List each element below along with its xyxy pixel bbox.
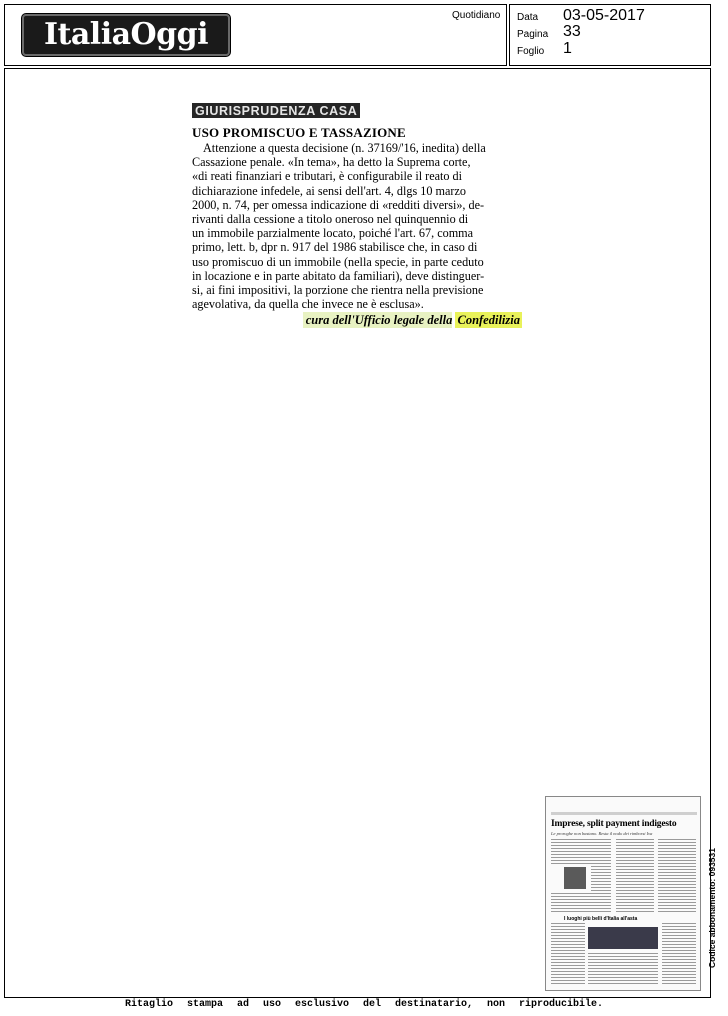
thumbnail-text-line bbox=[616, 863, 654, 864]
thumbnail-text-line bbox=[551, 965, 585, 966]
thumbnail-text-line bbox=[616, 908, 654, 909]
thumbnail-text-line bbox=[551, 932, 585, 933]
thumbnail-text-line bbox=[662, 938, 696, 939]
article-line: un immobile parzialmente locato, poiché l'art. 67, comma bbox=[192, 226, 474, 241]
thumbnail-text-line bbox=[591, 875, 611, 876]
article-line: rivanti dalla cessione a titolo oneroso nel quinquennio di bbox=[192, 212, 469, 227]
publication-type: Quotidiano bbox=[452, 10, 501, 21]
thumbnail-text-line bbox=[588, 956, 658, 957]
thumbnail-text-line bbox=[591, 851, 611, 852]
thumbnail-text-line bbox=[616, 875, 654, 876]
thumbnail-text-line bbox=[551, 899, 591, 900]
date-label: Data bbox=[517, 12, 539, 23]
thumbnail-text-line bbox=[658, 902, 696, 903]
thumbnail-text-line bbox=[551, 977, 585, 978]
thumbnail-text-line bbox=[551, 842, 591, 843]
thumbnail-text-line bbox=[658, 881, 696, 882]
thumbnail-text-line bbox=[616, 902, 654, 903]
thumbnail-text-line bbox=[662, 932, 696, 933]
thumbnail-text-line bbox=[591, 860, 611, 861]
thumbnail-text-line bbox=[616, 899, 654, 900]
thumbnail-text-line bbox=[591, 872, 611, 873]
thumbnail-text-line bbox=[591, 845, 611, 846]
thumbnail-headline-secondary: I luoghi più belli d'Italia all'asta bbox=[564, 916, 638, 922]
thumbnail-text-line bbox=[658, 899, 696, 900]
thumbnail-text-line bbox=[616, 890, 654, 891]
thumbnail-text-line bbox=[551, 974, 585, 975]
thumbnail-photo bbox=[564, 867, 586, 889]
article-line: agevolativa, da quella che invece ne è esclusa». bbox=[192, 297, 424, 312]
article-line: dichiarazione infedele, ai sensi dell'art. 4, dlgs 10 marzo bbox=[192, 183, 466, 198]
sheet-label: Foglio bbox=[517, 46, 545, 57]
thumbnail-text-line bbox=[616, 848, 654, 849]
thumbnail-text-line bbox=[591, 869, 611, 870]
thumbnail-text-line bbox=[551, 905, 591, 906]
thumbnail-text-line bbox=[551, 926, 585, 927]
thumbnail-text-line bbox=[658, 887, 696, 888]
article-line: Attenzione a questa decisione (n. 37169/'16, inedita) della bbox=[203, 141, 486, 155]
thumbnail-text-line bbox=[658, 863, 696, 864]
thumbnail-text-line bbox=[591, 896, 611, 897]
thumbnail-text-line bbox=[588, 974, 658, 975]
thumbnail-text-line bbox=[588, 980, 658, 981]
thumbnail-text-line bbox=[658, 854, 696, 855]
thumbnail-text-line bbox=[591, 848, 611, 849]
thumbnail-text-line bbox=[551, 938, 585, 939]
thumbnail-text-line bbox=[616, 905, 654, 906]
thumbnail-text-line bbox=[662, 974, 696, 975]
thumbnail-subheadline: Le proroghe non bastano. Resta il nodo dei rimborsi Iva bbox=[551, 831, 653, 836]
thumbnail-text-line bbox=[551, 956, 585, 957]
thumbnail-text-line bbox=[658, 911, 696, 912]
thumbnail-text-line bbox=[662, 950, 696, 951]
article-title: USO PROMISCUO E TASSAZIONE bbox=[192, 125, 406, 140]
thumbnail-text-line bbox=[662, 983, 696, 984]
thumbnail-text-line bbox=[658, 860, 696, 861]
thumbnail-text-line bbox=[551, 857, 591, 858]
thumbnail-text-line bbox=[662, 968, 696, 969]
thumbnail-text-line bbox=[591, 878, 611, 879]
thumbnail-text-line bbox=[551, 902, 591, 903]
signature-text: cura dell'Ufficio legale della bbox=[303, 312, 453, 328]
thumbnail-text-line bbox=[551, 863, 591, 864]
thumbnail-text-line bbox=[616, 869, 654, 870]
article-clipping bbox=[192, 102, 522, 328]
thumbnail-text-line bbox=[616, 881, 654, 882]
thumbnail-text-line bbox=[658, 848, 696, 849]
thumbnail-text-line bbox=[588, 977, 658, 978]
thumbnail-text-line bbox=[551, 845, 591, 846]
thumbnail-text-line bbox=[658, 857, 696, 858]
thumbnail-text-line bbox=[616, 866, 654, 867]
thumbnail-text-line bbox=[662, 935, 696, 936]
thumbnail-text-line bbox=[591, 857, 611, 858]
thumbnail-text-line bbox=[591, 911, 611, 912]
article-line: in locazione e in parte abitato da familiari), deve distinguer- bbox=[192, 268, 485, 283]
thumbnail-text-line bbox=[616, 911, 654, 912]
thumbnail-text-line bbox=[551, 962, 585, 963]
thumbnail-text-line bbox=[658, 866, 696, 867]
thumbnail-text-line bbox=[616, 896, 654, 897]
thumbnail-text-line bbox=[591, 899, 611, 900]
thumbnail-text-line bbox=[658, 878, 696, 879]
thumbnail-text-line bbox=[591, 866, 611, 867]
article-line: si, ai fini impositivi, la porzione che rientra nella previsione bbox=[192, 283, 484, 298]
page-label: Pagina bbox=[517, 29, 549, 40]
thumbnail-text-line bbox=[662, 941, 696, 942]
thumbnail-text-line bbox=[591, 842, 611, 843]
thumbnail-text-line bbox=[662, 965, 696, 966]
thumbnail-text-line bbox=[551, 923, 585, 924]
thumbnail-text-line bbox=[588, 983, 658, 984]
thumbnail-text-line bbox=[551, 947, 585, 948]
thumbnail-header-bar bbox=[551, 812, 697, 815]
thumbnail-text-line bbox=[551, 896, 591, 897]
thumbnail-text-line bbox=[551, 854, 591, 855]
thumbnail-text-line bbox=[591, 881, 611, 882]
thumbnail-text-line bbox=[662, 923, 696, 924]
thumbnail-text-line bbox=[658, 842, 696, 843]
thumbnail-text-line bbox=[588, 959, 658, 960]
thumbnail-text-line bbox=[551, 980, 585, 981]
thumbnail-text-line bbox=[658, 872, 696, 873]
thumbnail-text-line bbox=[588, 968, 658, 969]
page-thumbnail bbox=[545, 796, 701, 991]
thumbnail-text-line bbox=[551, 935, 585, 936]
article-body bbox=[192, 141, 522, 311]
thumbnail-text-line bbox=[658, 884, 696, 885]
thumbnail-text-line bbox=[591, 839, 611, 840]
thumbnail-text-line bbox=[616, 872, 654, 873]
thumbnail-text-line bbox=[588, 965, 658, 966]
thumbnail-text-line bbox=[658, 905, 696, 906]
thumbnail-text-line bbox=[616, 842, 654, 843]
thumbnail-text-line bbox=[616, 839, 654, 840]
thumbnail-text-line bbox=[591, 893, 611, 894]
thumbnail-text-line bbox=[662, 971, 696, 972]
article-line: «di reati finanziari e tributari, è configurabile il reato di bbox=[192, 169, 463, 184]
thumbnail-text-line bbox=[658, 839, 696, 840]
thumbnail-text-line bbox=[662, 959, 696, 960]
footer-notice: Ritaglio stampa ad uso esclusivo del destinatario, non riproducibile. bbox=[124, 999, 604, 1010]
thumbnail-text-line bbox=[658, 890, 696, 891]
thumbnail-text-line bbox=[588, 953, 658, 954]
thumbnail-text-line bbox=[591, 863, 611, 864]
thumbnail-text-line bbox=[551, 911, 591, 912]
thumbnail-text-line bbox=[616, 887, 654, 888]
thumbnail-text-line bbox=[616, 845, 654, 846]
thumbnail-text-line bbox=[658, 893, 696, 894]
thumbnail-text-line bbox=[551, 848, 591, 849]
thumbnail-text-line bbox=[662, 980, 696, 981]
thumbnail-text-line bbox=[588, 971, 658, 972]
thumbnail-text-line bbox=[551, 851, 591, 852]
subscription-code: Codice abbonamento: 093531 bbox=[707, 848, 717, 968]
article-line: primo, lett. b, dpr n. 917 del 1986 stabilisce che, in caso di bbox=[192, 240, 478, 255]
thumbnail-text-line bbox=[551, 944, 585, 945]
signature-organization: Confedilizia bbox=[457, 313, 520, 328]
thumbnail-text-line bbox=[551, 968, 585, 969]
thumbnail-text-line bbox=[551, 950, 585, 951]
thumbnail-text-line bbox=[662, 956, 696, 957]
thumbnail-text-line bbox=[658, 896, 696, 897]
sheet-value: 1 bbox=[563, 40, 572, 57]
thumbnail-text-line bbox=[591, 902, 611, 903]
thumbnail-text-line bbox=[551, 908, 591, 909]
thumbnail-text-line bbox=[658, 875, 696, 876]
article-line: uso promiscuo di un immobile (nella specie, in parte ceduto bbox=[192, 254, 484, 269]
article-line: 2000, n. 74, per omessa indicazione di «redditi diversi», de- bbox=[192, 197, 485, 212]
thumbnail-text-line bbox=[662, 929, 696, 930]
thumbnail-text-line bbox=[591, 908, 611, 909]
thumbnail-text-line bbox=[591, 890, 611, 891]
thumbnail-text-line bbox=[616, 878, 654, 879]
thumbnail-text-line bbox=[591, 884, 611, 885]
thumbnail-text-line bbox=[591, 905, 611, 906]
thumbnail-text-line bbox=[662, 962, 696, 963]
thumbnail-text-line bbox=[616, 893, 654, 894]
thumbnail-text-line bbox=[662, 977, 696, 978]
thumbnail-text-line bbox=[616, 851, 654, 852]
thumbnail-text-line bbox=[591, 887, 611, 888]
thumbnail-text-line bbox=[551, 941, 585, 942]
article-signature bbox=[192, 312, 522, 328]
article-line: Cassazione penale. «In tema», ha detto la Suprema corte, bbox=[192, 155, 471, 170]
thumbnail-text-line bbox=[662, 926, 696, 927]
thumbnail-text-line bbox=[588, 962, 658, 963]
thumbnail-text-line bbox=[662, 953, 696, 954]
thumbnail-text-line bbox=[658, 869, 696, 870]
thumbnail-text-line bbox=[616, 854, 654, 855]
thumbnail-text-line bbox=[662, 947, 696, 948]
thumbnail-text-line bbox=[551, 971, 585, 972]
thumbnail-photo-secondary bbox=[588, 927, 658, 949]
page-value: 33 bbox=[563, 23, 581, 40]
thumbnail-text-line bbox=[616, 884, 654, 885]
thumbnail-text-line bbox=[551, 929, 585, 930]
thumbnail-headline: Imprese, split payment indigesto bbox=[551, 819, 677, 829]
thumbnail-text-line bbox=[551, 983, 585, 984]
section-rubric: GIURISPRUDENZA CASA bbox=[192, 103, 360, 118]
thumbnail-text-line bbox=[658, 908, 696, 909]
thumbnail-text-line bbox=[616, 860, 654, 861]
thumbnail-text-line bbox=[551, 860, 591, 861]
thumbnail-text-line bbox=[551, 953, 585, 954]
thumbnail-text-line bbox=[658, 851, 696, 852]
thumbnail-text-line bbox=[551, 893, 591, 894]
thumbnail-text-line bbox=[591, 854, 611, 855]
thumbnail-text-line bbox=[662, 944, 696, 945]
thumbnail-text-line bbox=[616, 857, 654, 858]
thumbnail-text-line bbox=[551, 839, 591, 840]
date-value: 03-05-2017 bbox=[563, 7, 645, 24]
thumbnail-text-line bbox=[551, 959, 585, 960]
italiaoggi-logo: ItaliaOggi bbox=[22, 14, 230, 56]
thumbnail-text-line bbox=[658, 845, 696, 846]
